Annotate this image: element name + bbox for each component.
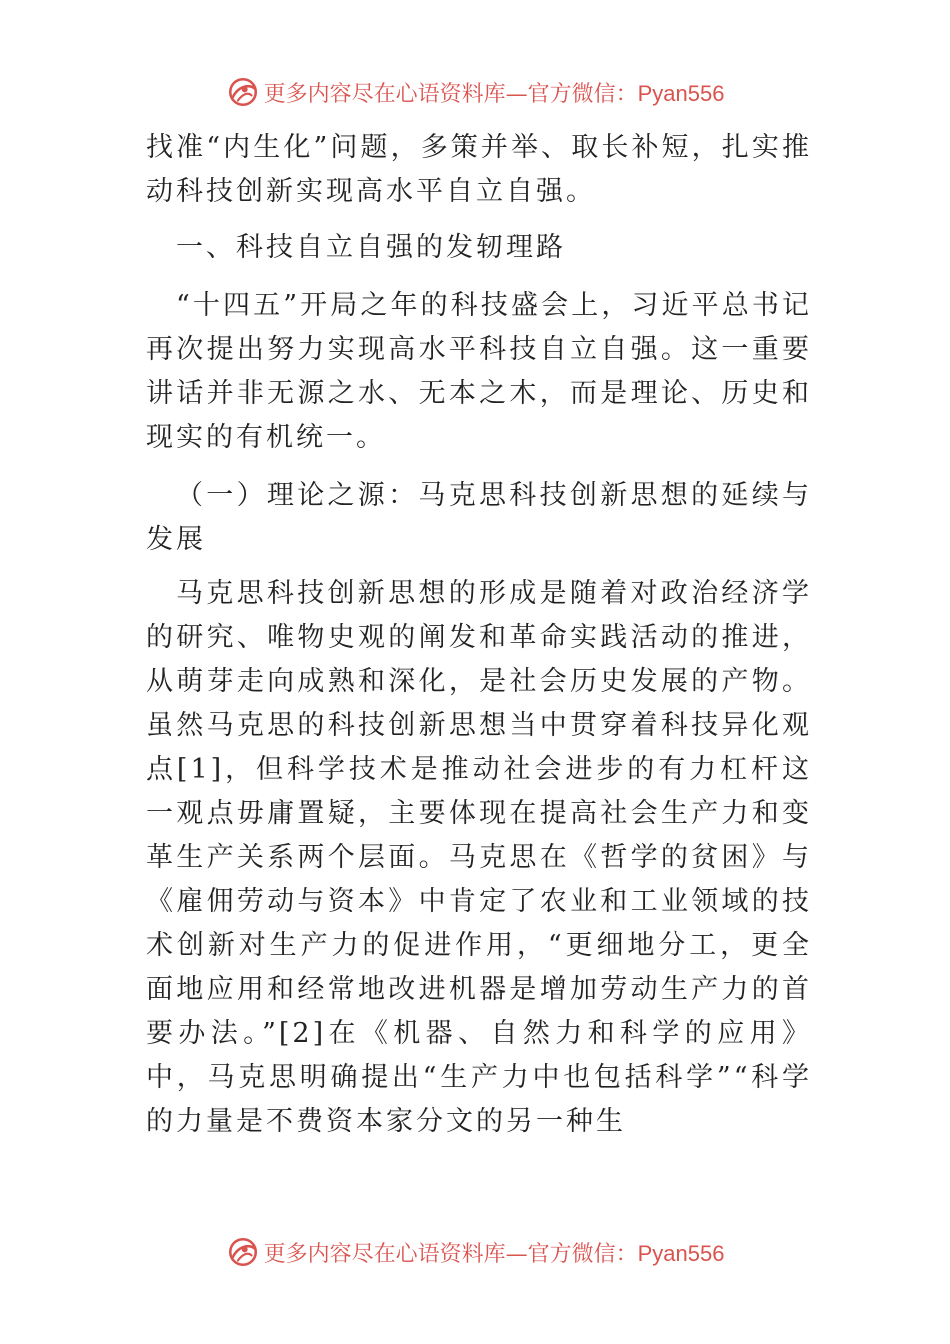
paragraph-continuation: 找准“内生化”问题，多策并举、取长补短，扎实推动科技创新实现高水平自立自强。	[146, 132, 812, 207]
footer-wechat-id: Pyan556	[637, 1240, 725, 1266]
paragraph: 马克思科技创新思想的形成是随着对政治经济学的研究、唯物史观的阐发和革命实践活动的推进，从萌芽走向成熟和深化，是社会历史发展的产物。虽然马克思的科技创新思想当中贯穿着科技异化观点[1]，但科学技术是推动社会进步的有力杠杆这一观点毋庸置疑，主要体现在提高社会生产力和变革生产关系两个层面。马克思在《哲学的贫困》与《雇佣劳动与资本》中肯定了农业和工业领域的技术创新对生产力的促进作用，“更细地分工，更全面地应用和经常地改进机器是增加劳动生产力的首要办法。”[2]在《机器、自然力和科学的应用》中，马克思明确提出“生产力中也包括科学”“科学的力量是不费资本家分文的另一种生	[146, 578, 812, 1137]
header-wechat-id: Pyan556	[637, 80, 725, 106]
swirl-logo-icon	[226, 75, 260, 109]
section-heading: 一、科技自立自强的发轫理路	[176, 232, 566, 263]
footer-banner-text: 更多内容尽在心语资料库—官方微信：Pyan556	[263, 1240, 725, 1267]
subsection-heading: （一）理论之源：马克思科技创新思想的延续与发展	[146, 480, 812, 555]
footer-banner	[0, 1232, 950, 1272]
header-banner	[0, 72, 950, 112]
header-banner-text: 更多内容尽在心语资料库—官方微信：Pyan556	[263, 80, 725, 107]
paragraph: “十四五”开局之年的科技盛会上，习近平总书记再次提出努力实现高水平科技自立自强。这一重要讲话并非无源之水、无本之木，而是理论、历史和现实的有机统一。	[146, 290, 812, 453]
document-body	[146, 126, 812, 1144]
swirl-logo-icon	[226, 1235, 260, 1269]
